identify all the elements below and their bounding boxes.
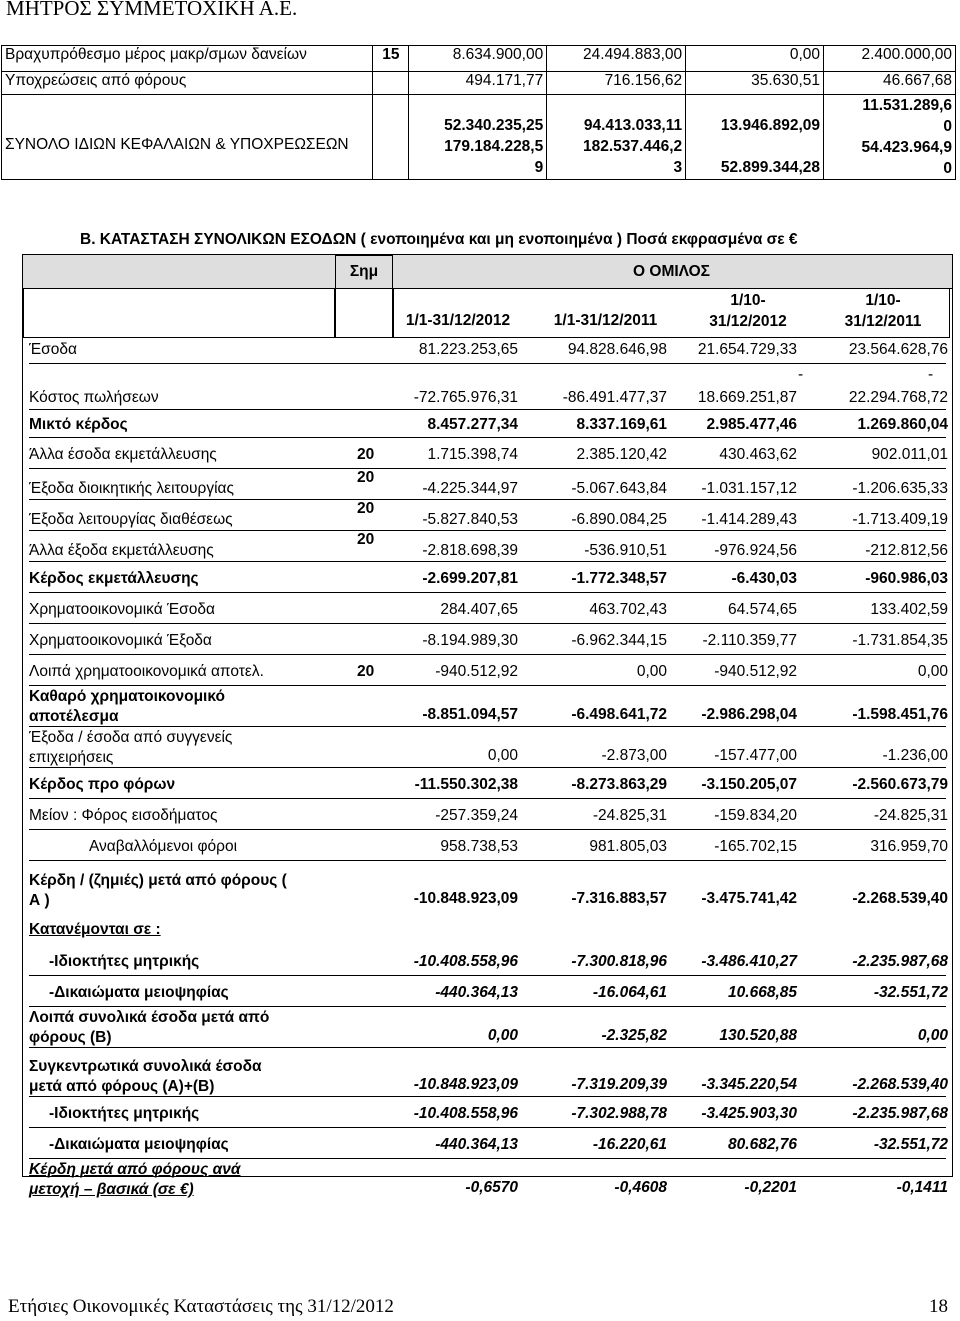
value-cell: 2.985.477,46	[706, 416, 797, 433]
value-cell: -8.851.094,57	[422, 706, 518, 723]
row-label: Μείον : Φόρος εισοδήματος	[29, 807, 218, 824]
value-cell: -2.110.359,77	[702, 632, 797, 649]
value-cell: -6.890.084,25	[571, 511, 667, 528]
row-label: Μικτό κέρδος	[29, 416, 128, 433]
value-cell: 8.634.900,00	[409, 46, 547, 72]
value-cell: -1.772.348,57	[571, 570, 667, 587]
value-cell: -2.560.673,79	[852, 776, 948, 793]
value-cell: 21.654.729,33	[697, 341, 797, 358]
row-label: Έξοδα / έσοδα από συγγενείς επιχειρήσεις	[29, 729, 233, 766]
row-label: Καθαρό χρηματοικονομικό αποτέλεσμα	[29, 688, 225, 725]
table-row	[23, 913, 952, 945]
column-header: 1/10- 31/12/2012	[709, 292, 787, 330]
value-cell: -2.873,00	[601, 747, 667, 764]
row-label: -Ιδιοκτήτες μητρικής	[49, 953, 200, 970]
value-cell: -960.986,03	[865, 570, 948, 587]
dash-mark: -	[928, 366, 934, 383]
value-cell: 11.531.289,6 0 54.423.964,9 0	[824, 95, 956, 180]
value-cell: -1.598.451,76	[852, 706, 948, 723]
value-cell: 94.413.033,11 182.537.446,2 3	[547, 95, 686, 180]
table-row	[23, 727, 952, 768]
value-cell: 0,00	[686, 46, 824, 72]
value-cell: -0,6570	[465, 1179, 518, 1196]
value-cell: 2.385.120,42	[576, 446, 667, 463]
table-row	[23, 1128, 952, 1159]
table-row	[23, 438, 952, 469]
row-label: Κέρδη / (ζημιές) μετά από φόρους ( Α )	[29, 872, 287, 909]
value-cell: 463.702,43	[589, 601, 667, 618]
column-header: 1/1-31/12/2012	[405, 312, 511, 329]
value-cell: -24.825,31	[592, 807, 667, 824]
row-label: ΣΥΝΟΛΟ ΙΔΙΩΝ ΚΕΦΑΛΑΙΩΝ & ΥΠΟΧΡΕΩΣΕΩΝ	[2, 95, 373, 180]
row-label: Βραχυπρόθεσμο μέρος μακρ/σμων δανείων	[2, 46, 373, 72]
value-cell: -16.064,61	[592, 984, 667, 1001]
table-row	[23, 469, 952, 500]
table-row	[23, 338, 952, 364]
row-label: Υποχρεώσεις από φόρους	[2, 72, 373, 95]
value-cell: 64.574,65	[728, 601, 797, 618]
note-ref: 20	[357, 469, 375, 486]
value-cell: -5.067.643,84	[571, 480, 667, 497]
section-title: Β. ΚΑΤΑΣΤΑΣΗ ΣΥΝΟΛΙΚΩΝ ΕΣΟΔΩΝ ( ενοποιημένα και μη ενοποιημένα ) Ποσά εκφρασμένα σε €	[80, 231, 798, 248]
value-cell: -3.150.205,07	[701, 776, 797, 793]
table-row	[23, 861, 952, 913]
value-cell: -5.827.840,53	[422, 511, 518, 528]
value-cell: 316.959,70	[870, 838, 948, 855]
value-cell: -6.430,03	[731, 570, 797, 587]
row-label: Έξοδα λειτουργίας διαθέσεως	[29, 511, 233, 528]
value-cell: 494.171,77	[409, 72, 547, 95]
page-title: ΜΗΤΡΟΣ ΣΥΜΜΕΤΟΧΙΚΗ Α.Ε.	[6, 0, 298, 20]
value-cell: 18.669.251,87	[697, 389, 797, 406]
value-cell: -940.512,92	[714, 663, 797, 680]
table-row	[23, 686, 952, 727]
value-cell: -7.316.883,57	[571, 890, 667, 907]
value-cell: -157.477,00	[714, 747, 797, 764]
table-row	[23, 945, 952, 976]
value-cell: -3.345.220,54	[701, 1076, 797, 1093]
dash-mark: -	[798, 366, 804, 383]
note-ref: 20	[357, 531, 375, 548]
value-cell: 0,00	[917, 663, 948, 680]
value-cell: 133.402,59	[870, 601, 948, 618]
value-cell: -6.498.641,72	[571, 706, 667, 723]
table-row	[23, 655, 952, 686]
value-cell: -72.765.976,31	[413, 389, 518, 406]
value-cell: -11.550.302,38	[414, 776, 518, 793]
value-cell: 24.494.883,00	[547, 46, 686, 72]
value-cell: -86.491.477,37	[562, 389, 667, 406]
note-ref: 20	[357, 446, 375, 463]
value-cell: -1.731.854,35	[852, 632, 948, 649]
footer-text: Ετήσιες Οικονομικές Καταστάσεις της 31/12/2012	[8, 1296, 394, 1317]
value-cell: -2.268.539,40	[852, 890, 948, 907]
table-row	[23, 1007, 952, 1048]
value-cell: -3.475.741,42	[701, 890, 797, 907]
column-header: 1/10- 31/12/2011	[844, 292, 922, 330]
value-cell: -0,1411	[896, 1179, 948, 1196]
column-header: 1/1-31/12/2011	[553, 312, 658, 329]
table-row	[23, 562, 952, 593]
value-cell: 10.668,85	[728, 984, 797, 1001]
value-cell: -32.551,72	[873, 1136, 948, 1153]
table-row	[23, 1159, 952, 1200]
value-cell: -3.486.410,27	[701, 953, 797, 970]
value-cell: -10.408.558,96	[413, 1105, 518, 1122]
value-cell: -1.206.635,33	[852, 480, 948, 497]
value-cell: -16.220,61	[592, 1136, 667, 1153]
value-cell: 81.223.253,65	[418, 341, 518, 358]
table-row	[23, 1097, 952, 1128]
value-cell: -976.924,56	[714, 542, 797, 559]
row-label: Κέρδος προ φόρων	[29, 776, 176, 793]
note-cell	[373, 95, 409, 180]
value-cell: -3.425.903,30	[701, 1105, 797, 1122]
value-cell: 46.667,68	[824, 72, 956, 95]
value-cell: -24.825,31	[873, 807, 948, 824]
row-label: -Ιδιοκτήτες μητρικής	[49, 1105, 200, 1122]
value-cell: -1.414.289,43	[701, 511, 797, 528]
value-cell: -32.551,72	[873, 984, 948, 1001]
value-cell: 716.156,62	[547, 72, 686, 95]
value-cell: -6.962.344,15	[571, 632, 667, 649]
value-cell: 94.828.646,98	[567, 341, 667, 358]
note-cell	[373, 72, 409, 95]
value-cell: -0,2201	[744, 1179, 797, 1196]
value-cell: 13.946.892,09 52.899.344,28	[686, 95, 824, 180]
table-row	[23, 410, 952, 438]
value-cell: -1.031.157,12	[701, 480, 797, 497]
row-label: Έξοδα διοικητικής λειτουργίας	[29, 480, 234, 497]
value-cell: -2.986.298,04	[701, 706, 797, 723]
value-cell: 0,00	[487, 747, 518, 764]
row-label: Συγκεντρωτικά συνολικά έσοδα μετά από φόρους (Α)+(Β)	[29, 1058, 262, 1095]
value-cell: -2.235.987,68	[852, 1105, 948, 1122]
value-cell: 0,00	[636, 663, 667, 680]
value-cell: -7.319.209,39	[571, 1076, 667, 1093]
note-ref: 20	[357, 500, 375, 517]
value-cell: 2.400.000,00	[824, 46, 956, 72]
row-label: -Δικαιώματα μειοψηφίας	[49, 984, 229, 1001]
table-row-total	[2, 95, 956, 180]
value-cell: -212.812,56	[865, 542, 948, 559]
value-cell: 284.407,65	[440, 601, 518, 618]
value-cell: -2.325,82	[601, 1027, 667, 1044]
top-balance-table	[1, 45, 956, 180]
value-cell: -440.364,13	[435, 984, 518, 1001]
table-row	[23, 799, 952, 830]
table-row	[23, 830, 952, 861]
note-cell: 15	[373, 46, 409, 72]
row-label: Χρηματοοικονομικά Έξοδα	[29, 632, 212, 649]
table-row	[2, 46, 956, 72]
value-cell: -2.235.987,68	[852, 953, 948, 970]
value-cell: -2.699.207,81	[422, 570, 518, 587]
table-row	[23, 624, 952, 655]
value-cell: 958.738,53	[440, 838, 518, 855]
row-label: Κόστος πωλήσεων	[29, 389, 159, 406]
table-row	[23, 500, 952, 531]
income-statement-table	[22, 254, 953, 1198]
value-cell: -536.910,51	[584, 542, 667, 559]
table-row	[23, 364, 952, 410]
row-label: Έσοδα	[29, 341, 77, 358]
value-cell: 430.463,62	[719, 446, 797, 463]
row-label: Χρηματοοικονομικά Έσοδα	[29, 601, 215, 618]
value-cell: 23.564.628,76	[848, 341, 948, 358]
table-row	[23, 768, 952, 799]
value-cell: -8.194.989,30	[422, 632, 518, 649]
value-cell: -8.273.863,29	[571, 776, 667, 793]
note-header: Σημ	[349, 263, 379, 280]
row-label: Κέρδος εκμετάλλευσης	[29, 570, 199, 587]
page-number: 18	[929, 1296, 948, 1317]
value-cell: 35.630,51	[686, 72, 824, 95]
value-cell: 1.715.398,74	[427, 446, 518, 463]
income-rows	[23, 338, 952, 1200]
value-cell: -7.300.818,96	[571, 953, 667, 970]
value-cell: 0,00	[917, 1027, 948, 1044]
value-cell: -10.848.923,09	[413, 890, 518, 907]
value-cell: 8.337.169,61	[576, 416, 667, 433]
value-cell: -165.702,15	[714, 838, 797, 855]
value-cell: 0,00	[487, 1027, 518, 1044]
value-cell: 902.011,01	[871, 446, 948, 463]
table-row	[2, 72, 956, 95]
value-cell: -440.364,13	[435, 1136, 518, 1153]
value-cell: 8.457.277,34	[427, 416, 518, 433]
row-label: Λοιπά συνολικά έσοδα μετά από φόρους (Β)	[29, 1009, 270, 1046]
table-row	[23, 1048, 952, 1097]
value-cell: -10.408.558,96	[413, 953, 518, 970]
table-row	[23, 531, 952, 562]
value-cell: -940.512,92	[435, 663, 518, 680]
value-cell: -7.302.988,78	[571, 1105, 667, 1122]
value-cell: -2.268.539,40	[852, 1076, 948, 1093]
value-cell: -0,4608	[614, 1179, 667, 1196]
table-row	[23, 593, 952, 624]
row-label: Άλλα έσοδα εκμετάλλευσης	[29, 446, 217, 463]
value-cell: -2.818.698,39	[422, 542, 518, 559]
row-label: Κέρδη μετά από φόρους ανά μετοχή – βασικά (σε €)	[29, 1161, 241, 1198]
group-header: Ο ΟΜΙΛΟΣ	[633, 263, 710, 280]
row-label: Αναβαλλόμενοι φόροι	[89, 838, 238, 855]
row-label: Λοιπά χρηματοοικονομικά αποτελ.	[29, 663, 264, 680]
value-cell: -10.848.923,09	[413, 1076, 518, 1093]
value-cell: -4.225.344,97	[422, 480, 518, 497]
value-cell: 22.294.768,72	[848, 389, 948, 406]
row-label: -Δικαιώματα μειοψηφίας	[49, 1136, 229, 1153]
table-row	[23, 976, 952, 1007]
value-cell: -1.713.409,19	[852, 511, 948, 528]
value-cell: -159.834,20	[714, 807, 797, 824]
value-cell: 52.340.235,25 179.184.228,5 9	[409, 95, 547, 180]
row-label: Άλλα έξοδα εκμετάλλευσης	[29, 542, 214, 559]
value-cell: 80.682,76	[728, 1136, 797, 1153]
value-cell: 1.269.860,04	[857, 416, 948, 433]
value-cell: -257.359,24	[435, 807, 518, 824]
value-cell: -1.236,00	[882, 747, 948, 764]
row-label: Κατανέμονται σε :	[29, 921, 161, 938]
note-ref: 20	[357, 663, 375, 680]
value-cell: 981.805,03	[589, 838, 667, 855]
value-cell: 130.520,88	[719, 1027, 797, 1044]
